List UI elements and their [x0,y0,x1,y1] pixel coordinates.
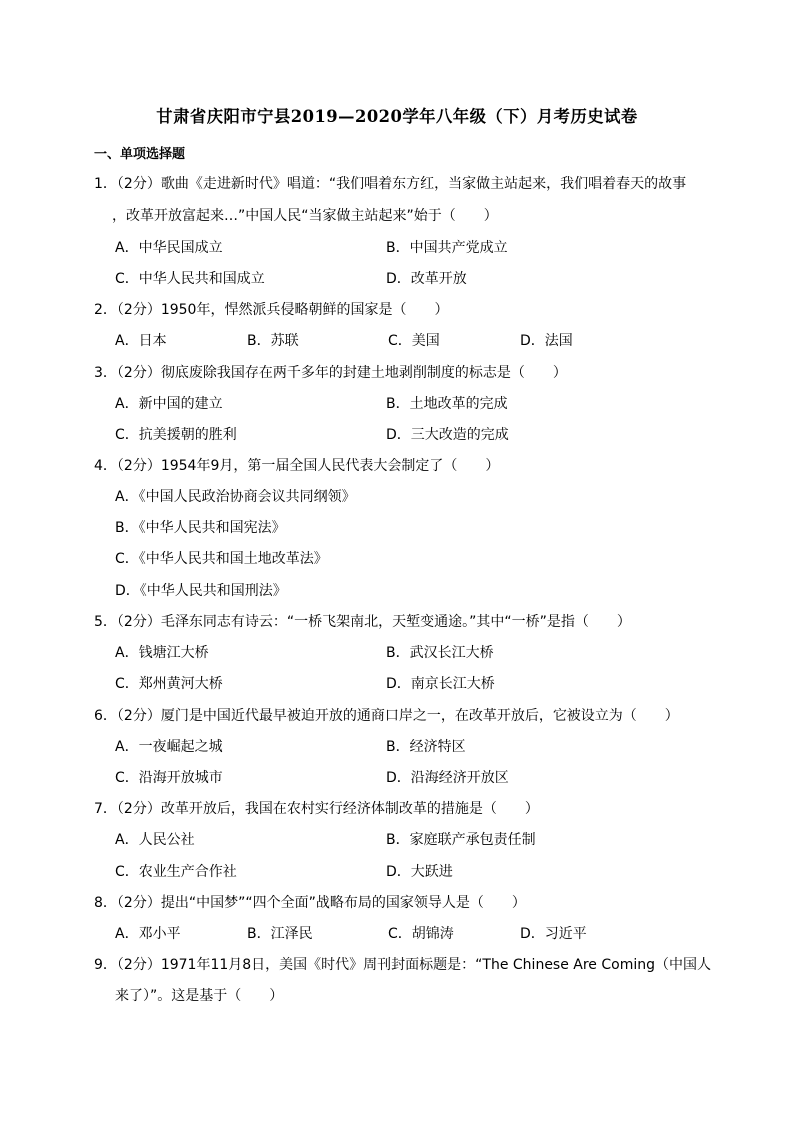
question-2-option-d: D．法国 [520,333,573,349]
question-5-option-c: C．郑州黄河大桥 [115,676,223,692]
question-2-option-a: A．日本 [115,333,167,349]
question-2-option-c: C．美国 [388,333,440,349]
question-3-option-b: B．土地改革的完成 [386,396,508,412]
question-1-option-a: A．中华民国成立 [115,240,223,256]
question-3-option-d: D．三大改造的完成 [386,427,509,443]
question-4-option-c: C．《中华人民共和国土地改革法》 [115,551,328,567]
question-9-text: 9．（2分）1971年11月8日，美国《时代》周刊封面标题是：“The Chinese Are Coming（中国人 [94,957,712,973]
question-1-option-d: D．改革开放 [386,271,467,287]
question-5-option-b: B．武汉长江大桥 [386,645,494,661]
question-6-option-b: B．经济特区 [386,739,466,755]
question-3-option-c: C．抗美援朝的胜利 [115,427,237,443]
question-1-text-cont: ，改革开放富起来…”中国人民“当家做主站起来”始于（ ） [112,208,498,224]
question-2-text: 2．（2分）1950年，悍然派兵侵略朝鲜的国家是（ ） [94,302,449,318]
question-8-option-b: B．江泽民 [247,926,313,942]
question-7-option-b: B．家庭联产承包责任制 [386,832,536,848]
question-5-option-d: D．南京长江大桥 [386,676,495,692]
question-6-option-c: C．沿海开放城市 [115,770,223,786]
question-3-text: 3．（2分）彻底废除我国存在两千多年的封建土地剥削制度的标志是（ ） [94,365,567,381]
question-2-option-b: B．苏联 [247,333,299,349]
question-5-option-a: A．钱塘江大桥 [115,645,209,661]
question-8-option-c: C．胡锦涛 [388,926,454,942]
question-3-option-a: A．新中国的建立 [115,396,223,412]
question-8-text: 8．（2分）提出“中国梦”“四个全面”战略布局的国家领导人是（ ） [94,895,526,911]
question-1-text: 1．（2分）歌曲《走进新时代》唱道：“我们唱着东方红，当家做主站起来，我们唱着春天的故事 [94,176,687,192]
question-8-option-d: D．习近平 [520,926,587,942]
question-4-option-d: D．《中华人民共和国刑法》 [115,583,287,599]
question-7-option-d: D．大跃进 [386,864,453,880]
question-6-option-a: A．一夜崛起之城 [115,739,223,755]
question-9-text-cont: 来了）”。这是基于（ ） [115,988,284,1004]
question-4-option-b: B．《中华人民共和国宪法》 [115,520,286,536]
question-7-option-a: A．人民公社 [115,832,195,848]
question-7-text: 7．（2分）改革开放后，我国在农村实行经济体制改革的措施是（ ） [94,801,539,817]
question-1-option-c: C．中华人民共和国成立 [115,271,265,287]
section-heading: 一、单项选择题 [94,147,186,162]
question-6-option-d: D．沿海经济开放区 [386,770,509,786]
question-8-option-a: A．邓小平 [115,926,181,942]
page-title: 甘肃省庆阳市宁县2019—2020学年八年级（下）月考历史试卷 [156,107,638,126]
question-4-text: 4．（2分）1954年9月，第一届全国人民代表大会制定了（ ） [94,458,500,474]
question-4-option-a: A．《中国人民政治协商会议共同纲领》 [115,489,356,505]
question-6-text: 6．（2分）厦门是中国近代最早被迫开放的通商口岸之一，在改革开放后，它被设立为（ ） [94,708,679,724]
question-5-text: 5．（2分）毛泽东同志有诗云：“一桥飞架南北，天堑变通途。”其中“一桥”是指（ ） [94,614,631,630]
question-1-option-b: B．中国共产党成立 [386,240,508,256]
question-7-option-c: C．农业生产合作社 [115,864,237,880]
